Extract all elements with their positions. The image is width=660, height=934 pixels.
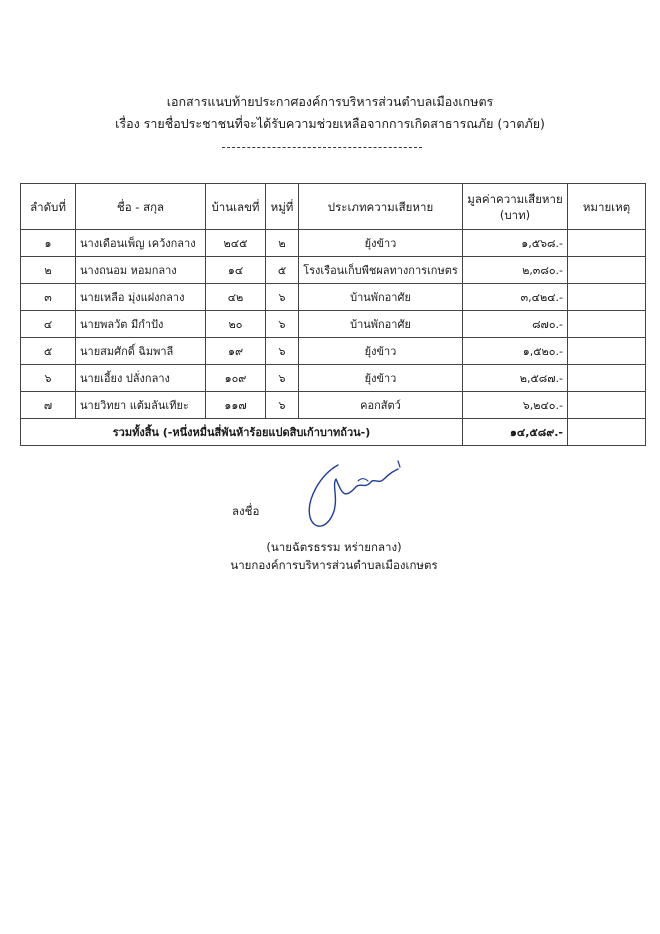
cell-name: นายพลวัต มีกำปัง [76, 311, 206, 338]
header-name: ชื่อ - สกุล [76, 184, 206, 230]
cell-damage-value: ๑,๕๒๐.- [463, 338, 568, 365]
cell-house-no: ๑๔ [206, 257, 266, 284]
cell-name: นางถนอม หอมกลาง [76, 257, 206, 284]
header-damage-type: ประเภทความเสียหาย [299, 184, 463, 230]
cell-no: ๑ [21, 230, 76, 257]
document-title: เอกสารแนบท้ายประกาศองค์การบริหารส่วนตำบลเมืองเกษตร [166, 94, 494, 109]
cell-moo: ๖ [266, 338, 299, 365]
divider [222, 147, 422, 148]
cell-no: ๒ [21, 257, 76, 284]
cell-no: ๓ [21, 284, 76, 311]
total-row [21, 419, 646, 446]
signer-name: (นายฉัตรธรรม หร่ายกลาง) [266, 540, 402, 554]
cell-damage-type: ยุ้งข้าว [299, 230, 463, 257]
cell-damage-value: ๒,๓๘๐.- [463, 257, 568, 284]
header-moo: หมู่ที่ [266, 184, 299, 230]
cell-name: นางเดือนเพ็ญ เคว้งกลาง [76, 230, 206, 257]
cell-damage-type: บ้านพักอาศัย [299, 311, 463, 338]
sign-label: ลงชื่อ [232, 504, 260, 518]
cell-remark [568, 230, 646, 257]
cell-no: ๔ [21, 311, 76, 338]
table-row [21, 257, 646, 284]
cell-name: นายวิทยา แต้มลันเทียะ [76, 392, 206, 419]
header-no: ลำดับที่ [21, 184, 76, 230]
cell-house-no: ๒๔๕ [206, 230, 266, 257]
cell-remark [568, 311, 646, 338]
cell-damage-value: ๑,๕๖๘.- [463, 230, 568, 257]
total-label: รวมทั้งสิ้น (-หนึ่งหมื่นสี่พันห้าร้อยแปดสิบเก้าบาทถ้วน-) [21, 419, 463, 446]
cell-no: ๗ [21, 392, 76, 419]
total-remark [568, 419, 646, 446]
cell-house-no: ๔๒ [206, 284, 266, 311]
cell-remark [568, 365, 646, 392]
header-remark: หมายเหตุ [568, 184, 646, 230]
cell-damage-type: คอกสัตว์ [299, 392, 463, 419]
table-row [21, 284, 646, 311]
cell-moo: ๖ [266, 311, 299, 338]
cell-remark [568, 284, 646, 311]
table-row [21, 392, 646, 419]
table-row [21, 338, 646, 365]
cell-moo: ๖ [266, 365, 299, 392]
table-row [21, 230, 646, 257]
cell-remark [568, 257, 646, 284]
document-subject: เรื่อง รายชื่อประชาชนที่จะได้รับความช่วยเหลือจากการเกิดสาธารณภัย (วาตภัย) [115, 116, 545, 131]
cell-no: ๕ [21, 338, 76, 365]
cell-moo: ๖ [266, 284, 299, 311]
cell-name: นายสมศักดิ์ ฉิมพาลี [76, 338, 206, 365]
cell-house-no: ๑๐๙ [206, 365, 266, 392]
cell-damage-type: โรงเรือนเก็บพืชผลทางการเกษตร [299, 257, 463, 284]
cell-moo: ๖ [266, 392, 299, 419]
cell-moo: ๕ [266, 257, 299, 284]
total-value: ๑๔,๕๘๙.- [463, 419, 568, 446]
cell-house-no: ๒๐ [206, 311, 266, 338]
signer-title: นายกองค์การบริหารส่วนตำบลเมืองเกษตร [230, 558, 438, 572]
signature-image [298, 455, 408, 535]
table-header-row [21, 184, 646, 230]
beneficiary-table [20, 183, 646, 446]
cell-damage-value: ๘๗๐.- [463, 311, 568, 338]
cell-damage-value: ๓,๔๒๔.- [463, 284, 568, 311]
cell-damage-value: ๖,๒๔๐.- [463, 392, 568, 419]
cell-moo: ๒ [266, 230, 299, 257]
cell-remark [568, 392, 646, 419]
cell-name: นายเอี้ยง ปลั่งกลาง [76, 365, 206, 392]
cell-damage-type: ยุ้งข้าว [299, 338, 463, 365]
header-damage-value: มูลค่าความเสียหาย (บาท) [463, 184, 568, 230]
table-row [21, 311, 646, 338]
cell-damage-type: บ้านพักอาศัย [299, 284, 463, 311]
cell-no: ๖ [21, 365, 76, 392]
cell-house-no: ๑๙ [206, 338, 266, 365]
table-row [21, 365, 646, 392]
cell-name: นายเหลือ มุ่งแฝงกลาง [76, 284, 206, 311]
header-house-no: บ้านเลขที่ [206, 184, 266, 230]
cell-damage-type: ยุ้งข้าว [299, 365, 463, 392]
cell-remark [568, 338, 646, 365]
cell-house-no: ๑๑๗ [206, 392, 266, 419]
cell-damage-value: ๒,๕๘๗.- [463, 365, 568, 392]
